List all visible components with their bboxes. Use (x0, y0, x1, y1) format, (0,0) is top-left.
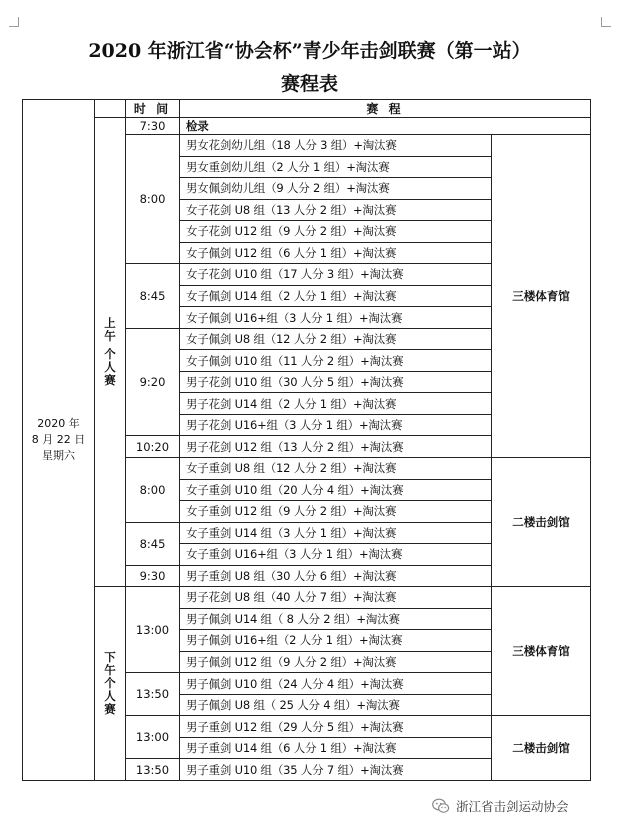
event-item: 女子花剑 U12 组（9 人分 2 组）+淘汰赛 (180, 221, 492, 243)
event-item: 女子重剑 U8 组（12 人分 2 组）+淘汰赛 (180, 457, 492, 479)
venue-cell: 三楼体育馆 (492, 587, 591, 716)
schedule-table-container (22, 99, 590, 781)
session-label-char: 下 (104, 650, 116, 665)
session-label-char: 赛 (104, 373, 116, 388)
event-item: 女子佩剑 U10 组（11 人分 2 组）+淘汰赛 (180, 350, 492, 372)
session-label-char: 人 (104, 360, 116, 375)
venue-cell: 三楼体育馆 (492, 135, 591, 458)
event-item: 女子佩剑 U16+组（3 人分 1 组）+淘汰赛 (180, 307, 492, 329)
watermark-text: 浙江省击剑运动协会 (456, 799, 569, 814)
document-subtitle: 赛程表 (280, 73, 338, 95)
time-slot: 9:20 (126, 328, 180, 436)
table-row (23, 118, 591, 135)
session-label-char: 人 (104, 689, 116, 704)
event-item: 男子重剑 U8 组（30 人分 6 组）+淘汰赛 (180, 565, 492, 587)
event-item: 男子佩剑 U16+组（2 人分 1 组）+淘汰赛 (180, 630, 492, 652)
event-item: 女子重剑 U10 组（20 人分 4 组）+淘汰赛 (180, 479, 492, 501)
document-title: 2020 年浙江省“协会杯”青少年击剑联赛（第一站） (88, 40, 531, 62)
event-item: 男子花剑 U10 组（30 人分 5 组）+淘汰赛 (180, 371, 492, 393)
event-item: 男子佩剑 U10 组（24 人分 4 组）+淘汰赛 (180, 673, 492, 695)
event-item: 女子重剑 U16+组（3 人分 1 组）+淘汰赛 (180, 544, 492, 566)
session-morning-label (95, 118, 126, 587)
venue-cell: 二楼击剑馆 (492, 716, 591, 781)
event-item: 男子花剑 U8 组（40 人分 7 组）+淘汰赛 (180, 587, 492, 609)
header-blank-cell (95, 100, 126, 118)
header-time: 时 间 (126, 100, 180, 118)
event-item: 女子重剑 U14 组（3 人分 1 组）+淘汰赛 (180, 522, 492, 544)
session-label-char: 午 (104, 663, 116, 678)
session-label-char: 上 (104, 316, 116, 331)
session-afternoon-label (95, 587, 126, 781)
page-corner-mark-left (9, 17, 19, 27)
event-item: 男子重剑 U14 组（6 人分 1 组）+淘汰赛 (180, 737, 492, 759)
event-item: 男女佩剑幼儿组（9 人分 2 组）+淘汰赛 (180, 178, 492, 200)
event-item: 男女重剑幼儿组（2 人分 1 组）+淘汰赛 (180, 156, 492, 178)
session-label-char: 赛 (104, 702, 116, 717)
date-year: 2020 年 (37, 417, 80, 430)
table-header-row (23, 100, 591, 118)
page-corner-mark-right (601, 17, 611, 27)
date-cell (23, 100, 95, 781)
session-afternoon-vertical (95, 651, 125, 716)
event-item: 男子重剑 U12 组（29 人分 5 组）+淘汰赛 (180, 716, 492, 738)
event-item: 女子佩剑 U14 组（2 人分 1 组）+淘汰赛 (180, 285, 492, 307)
event-item: 女子佩剑 U12 组（6 人分 1 组）+淘汰赛 (180, 242, 492, 264)
event-item: 女子花剑 U8 组（13 人分 2 组）+淘汰赛 (180, 199, 492, 221)
event-item: 女子花剑 U10 组（17 人分 3 组）+淘汰赛 (180, 264, 492, 286)
event-item: 男子花剑 U12 组（13 人分 2 组）+淘汰赛 (180, 436, 492, 458)
session-label-char: 午 (104, 329, 116, 344)
date-day: 8 月 22 日 (31, 433, 86, 446)
time-slot: 13:50 (126, 759, 180, 781)
time-slot: 10:20 (126, 436, 180, 458)
time-slot: 13:00 (126, 716, 180, 759)
schedule-table (22, 99, 591, 781)
checkin-label: 检录 (180, 118, 591, 135)
table-row (23, 587, 591, 609)
time-slot: 8:00 (126, 457, 180, 522)
time-slot: 8:45 (126, 522, 180, 565)
event-item: 男子花剑 U14 组（2 人分 1 组）+淘汰赛 (180, 393, 492, 415)
event-item: 男子重剑 U10 组（35 人分 7 组）+淘汰赛 (180, 759, 492, 781)
time-checkin: 7:30 (126, 118, 180, 135)
event-item: 男女花剑幼儿组（18 人分 3 组）+淘汰赛 (180, 135, 492, 157)
event-item: 女子重剑 U12 组（9 人分 2 组）+淘汰赛 (180, 501, 492, 523)
event-item: 女子佩剑 U8 组（12 人分 2 组）+淘汰赛 (180, 328, 492, 350)
time-slot: 13:50 (126, 673, 180, 716)
event-item: 男子佩剑 U8 组（ 25 人分 4 组）+淘汰赛 (180, 694, 492, 716)
event-item: 男子佩剑 U14 组（ 8 人分 2 组）+淘汰赛 (180, 608, 492, 630)
date-weekday: 星期六 (42, 449, 75, 462)
event-item: 男子花剑 U16+组（3 人分 1 组）+淘汰赛 (180, 414, 492, 436)
session-morning-vertical (95, 317, 125, 387)
venue-cell: 二楼击剑馆 (492, 457, 591, 586)
event-item: 男子佩剑 U12 组（9 人分 2 组）+淘汰赛 (180, 651, 492, 673)
time-slot: 13:00 (126, 587, 180, 673)
header-schedule: 赛 程 (180, 100, 591, 118)
wechat-icon (432, 798, 450, 814)
time-slot: 8:45 (126, 264, 180, 329)
session-label-char: 个 (104, 347, 116, 362)
time-slot: 9:30 (126, 565, 180, 587)
time-slot: 8:00 (126, 135, 180, 264)
watermark (432, 797, 569, 815)
session-label-char: 个 (104, 676, 116, 691)
